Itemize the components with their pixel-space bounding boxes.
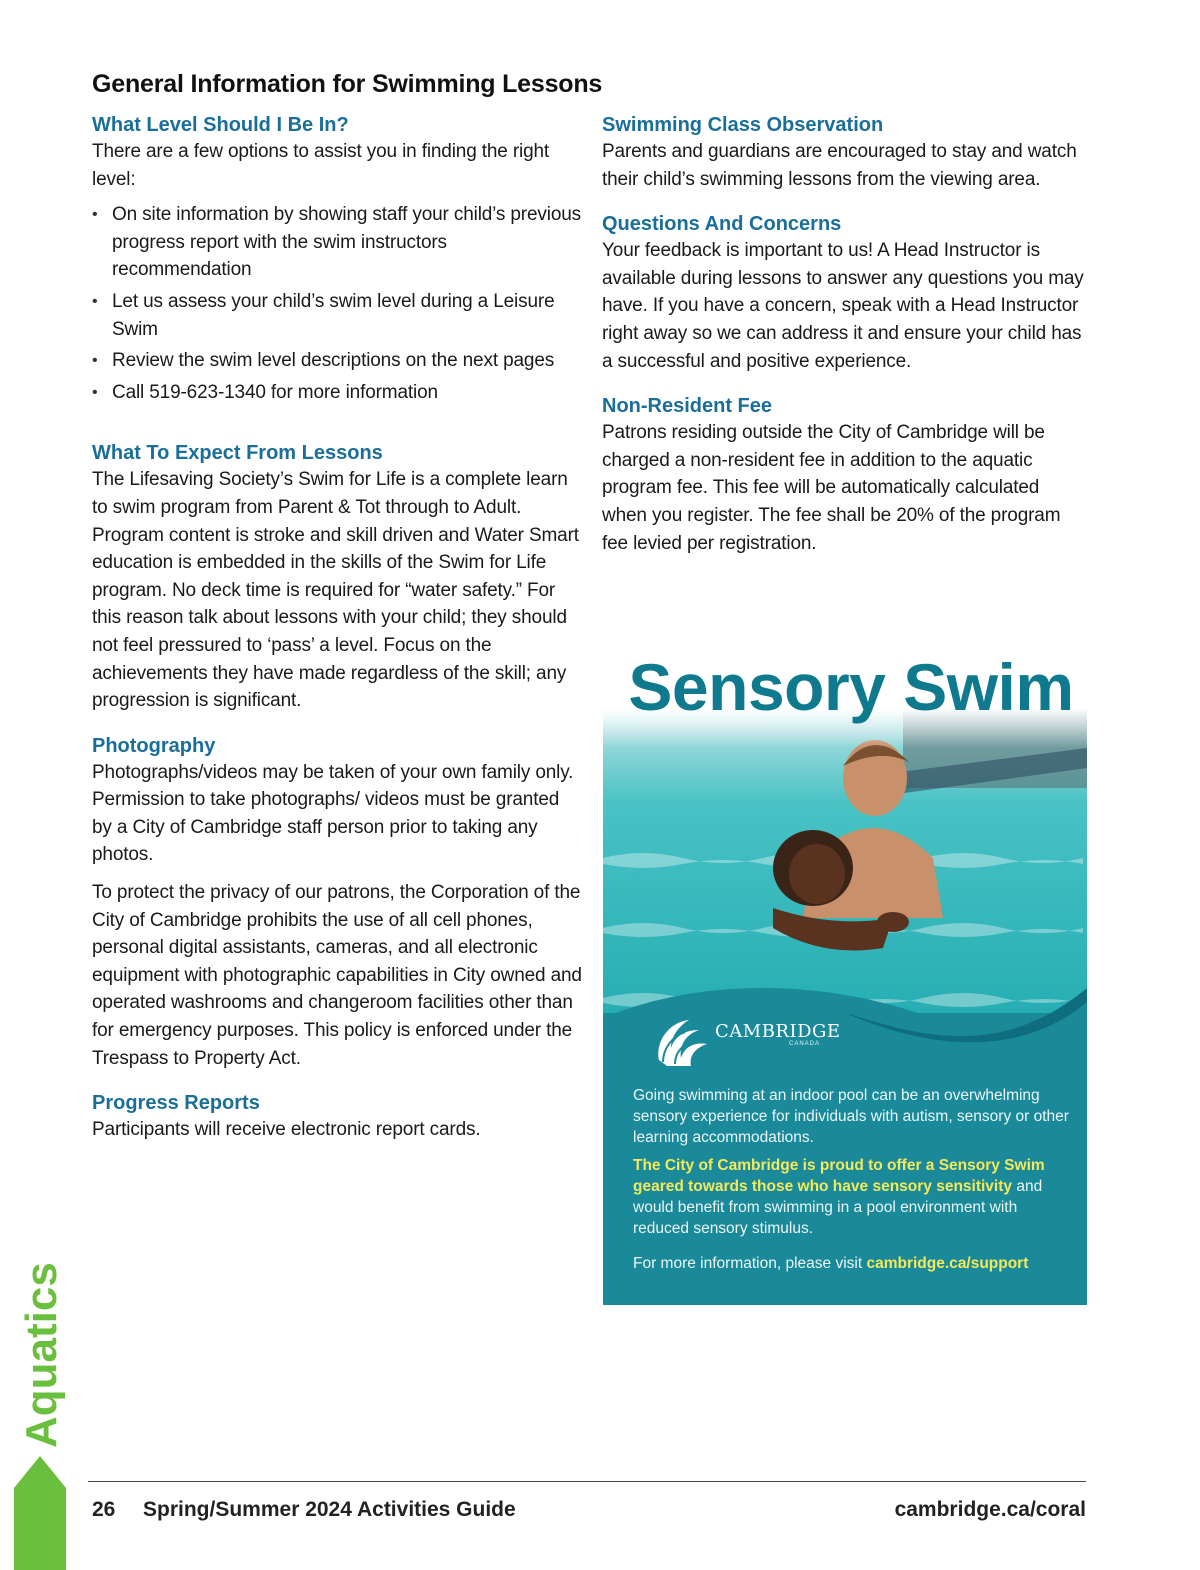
observation-body: Parents and guardians are encouraged to stay and watch their child’s swimming lessons from the viewing area.: [602, 141, 1077, 190]
list-item: • Review the swim level descriptions on the next pages: [92, 347, 582, 375]
progress-body: Participants will receive electronic report cards.: [92, 1119, 481, 1141]
photography-heading: Photography: [92, 734, 216, 757]
expect-body: The Lifesaving Society’s Swim for Life is a complete learn to swim program from Parent & Tot through to Adult. Program content is stroke and skill driven and Water Smart education is embedded in the skills of the Swim for Life program. No deck time is required for “water safety.” For this reason talk about lessons with your child; they should not feel pressured to ‘pass’ a level. Focus on the achievements they have made regardless of the skill; any progression is significant.: [92, 469, 579, 712]
list-item: • On site information by showing staff your child’s previous progress report with the swim instructors recommendation: [92, 201, 582, 284]
expect-heading: What To Expect From Lessons: [92, 442, 383, 465]
right-column: [602, 112, 1088, 557]
logo-wordmark: CAMBRIDGE: [715, 1021, 841, 1042]
aquatics-section-label: Aquatics: [17, 1262, 66, 1448]
left-column: [92, 112, 582, 1144]
promo-paragraph-2-rest: and would benefit from swimming in a pool environment with reduced sensory stimulus.: [633, 1178, 1043, 1237]
progress-heading: Progress Reports: [92, 1092, 260, 1115]
promo-paragraph-1: Going swimming at an indoor pool can be an overwhelming sensory experience for individuals with autism, sensory or other learning accommodations.: [633, 1087, 1069, 1146]
promo-title: Sensory Swim: [628, 650, 1074, 724]
level-intro: There are a few options to assist you in finding the right level:: [92, 141, 550, 190]
promo-more-info: For more information, please visit: [633, 1254, 867, 1272]
list-item: • Let us assess your child’s swim level during a Leisure Swim: [92, 288, 582, 343]
level-options-list: [92, 201, 582, 406]
footer-url[interactable]: cambridge.ca/coral: [894, 1498, 1086, 1521]
promo-text: [633, 1086, 1077, 1282]
guide-title: Spring/Summer 2024 Activities Guide: [143, 1498, 516, 1521]
questions-heading: Questions And Concerns: [602, 213, 842, 236]
photography-body: Photographs/videos may be taken of your own family only. Permission to take photographs/ videos must be granted by a City of Cambridge staff person prior to taking any photos.: [92, 761, 574, 866]
logo-subtitle: CANADA: [789, 1041, 821, 1047]
fee-body: Patrons residing outside the City of Cambridge will be charged a non-resident fee in addition to the aquatic program fee. This fee will be automatically calculated when you register. The fee shall be 20% of the program fee levied per registration.: [602, 422, 1061, 554]
page-title: General Information for Swimming Lessons: [92, 70, 603, 98]
support-link[interactable]: cambridge.ca/support: [866, 1254, 1029, 1272]
cambridge-logo-icon: [649, 1012, 719, 1068]
promo-paragraph-3: [633, 1254, 1077, 1275]
promo-paragraph-2: [633, 1156, 1077, 1239]
promo-highlight: The City of Cambridge is proud to offer a Sensory Swim geared towards those who have sensory sensitivity: [633, 1157, 1045, 1196]
footer-divider: [88, 1481, 1086, 1482]
list-item: • Call 519-623-1340 for more information: [92, 379, 582, 407]
sensory-swim-promo: [603, 648, 1087, 1305]
privacy-body: To protect the privacy of our patrons, the Corporation of the City of Cambridge prohibits the use of all cell phones, personal digital assistants, cameras, and all electronic equipment with photographic capabilities in City owned and operated washrooms and changeroom facilities other than for emergency purposes. This policy is enforced under the Trespass to Property Act.: [92, 882, 582, 1069]
questions-body: Your feedback is important to us! A Head Instructor is available during lessons to answer any questions you may have. If you have a concern, speak with a Head Instructor right away so we can address it and ensure your child has a successful and positive experience.: [602, 240, 1084, 372]
level-heading: What Level Should I Be In?: [92, 114, 349, 136]
page-number: 26: [92, 1498, 116, 1521]
observation-heading: Swimming Class Observation: [602, 114, 884, 136]
fee-heading: Non-Resident Fee: [602, 395, 773, 418]
